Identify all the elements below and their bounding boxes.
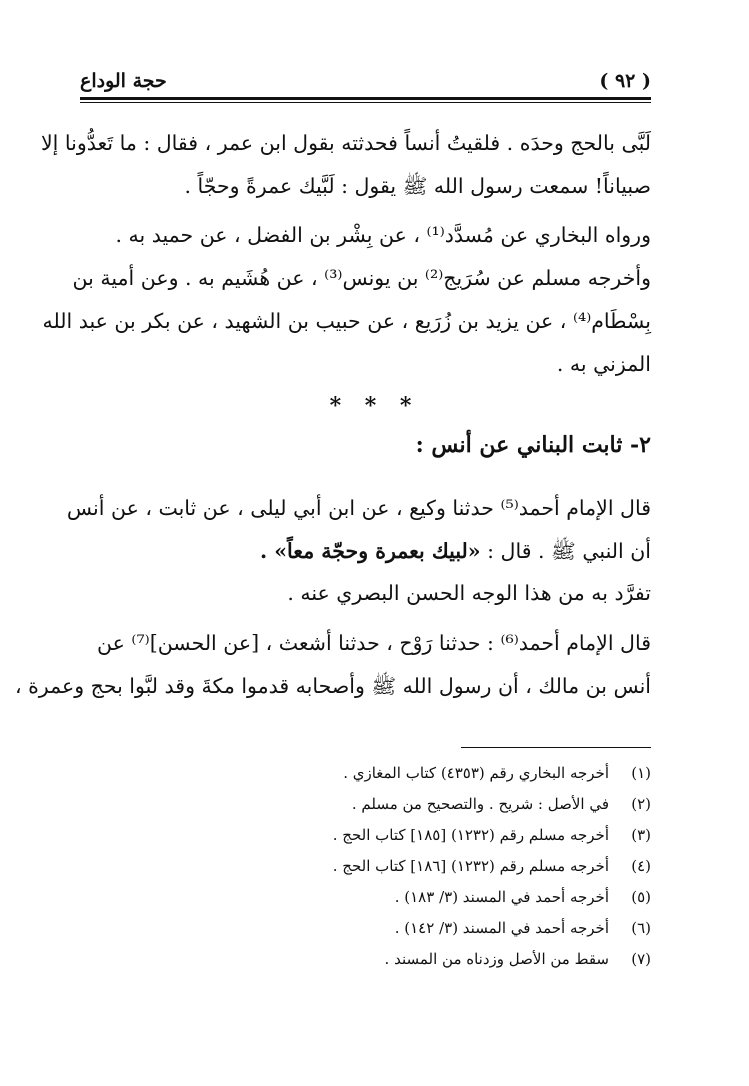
text-line (80, 530, 651, 573)
text-line: قال الإمام أحمد⁽⁶⁾ : حدثنا رَوْح ، حدثنا أشعث ، [عن الحسن]⁽⁷⁾ عن (97, 631, 651, 655)
text-segment: أن النبي ﷺ . قال : (487, 539, 651, 563)
footnote-text: سقط من الأصل وزدناه من المسند . (384, 950, 609, 968)
footnotes (80, 758, 651, 975)
page-number: ( ٩٢ ) (599, 70, 651, 92)
header-rule-thin (80, 102, 651, 103)
footnote-text: أخرجه مسلم رقم (١٢٣٢) [١٨٦] كتاب الحج . (332, 857, 609, 875)
footnote-text: في الأصل : شريح . والتصحيح من مسلم . (351, 795, 609, 813)
footnote-text: أخرجه أحمد في المسند (٣/ ١٤٢) . (394, 919, 609, 937)
paragraph-3 (66, 487, 651, 573)
section-title: ٢- ثابت البناني عن أنس : (415, 432, 651, 458)
footnote (80, 820, 651, 851)
footnote (80, 944, 651, 975)
hadith-quote: «لبيك بعمرة وحجّة معاً» . (259, 539, 481, 563)
footnote-text: أخرجه مسلم رقم (١٢٣٢) [١٨٥] كتاب الحج . (332, 826, 609, 844)
footnote-text: أخرجه أحمد في المسند (٣/ ١٨٣) . (394, 888, 609, 906)
text-line: صبياناً! سمعت رسول الله ﷺ يقول : لَبَّيك عمرةً وحجّاً . (184, 174, 651, 198)
footnote-number: (٣) (631, 826, 651, 844)
footnote (80, 913, 651, 944)
text-line: المزني به . (556, 352, 651, 376)
text-line: ورواه البخاري عن مُسدَّد⁽¹⁾ ، عن بِشْر بن الفضل ، عن حميد به . (115, 223, 651, 247)
text-line: لَبَّى بالحج وحدَه . فلقيتُ أنساً فحدثته بقول ابن عمر ، فقال : ما تَعدُّونا إلا (40, 131, 651, 155)
section-separator: * * * (329, 393, 420, 419)
running-title: حجة الوداع (80, 70, 167, 92)
page-header (80, 62, 651, 92)
footnote-rule (461, 747, 651, 748)
footnote (80, 789, 651, 820)
text-line: تفرَّد به من هذا الوجه الحسن البصري عنه . (287, 581, 651, 605)
paragraph-4 (80, 572, 651, 615)
footnote-number: (٤) (631, 857, 651, 875)
text-line: قال الإمام أحمد⁽⁵⁾ حدثنا وكيع ، عن ابن أبي ليلى ، عن ثابت ، عن أنس (66, 496, 651, 520)
footnote-number: (٥) (631, 888, 651, 906)
text-line: بِسْطَام⁽⁴⁾ ، عن يزيد بن زُرَيع ، عن حبيب بن الشهيد ، عن بكر بن عبد الله (42, 309, 651, 333)
header-rule-thick (80, 97, 651, 100)
footnote (80, 758, 651, 789)
footnote-text: أخرجه البخاري رقم (٤٣٥٣) كتاب المغازي . (343, 764, 609, 782)
paragraph-5 (14, 622, 651, 708)
footnote-number: (١) (631, 764, 651, 782)
footnote (80, 882, 651, 913)
paragraph-1 (40, 122, 651, 208)
text-line: أنس بن مالك ، أن رسول الله ﷺ وأصحابه قدموا مكةَ وقد لبَّوا بحج وعمرة ، (14, 674, 651, 698)
paragraph-2 (42, 214, 651, 386)
text-line: وأخرجه مسلم عن سُرَيج⁽²⁾ بن يونس⁽³⁾ ، عن هُشَيم به . وعن أمية بن (72, 266, 651, 290)
footnote-number: (٦) (631, 919, 651, 937)
footnote-number: (٧) (631, 950, 651, 968)
footnote-number: (٢) (631, 795, 651, 813)
footnote (80, 851, 651, 882)
